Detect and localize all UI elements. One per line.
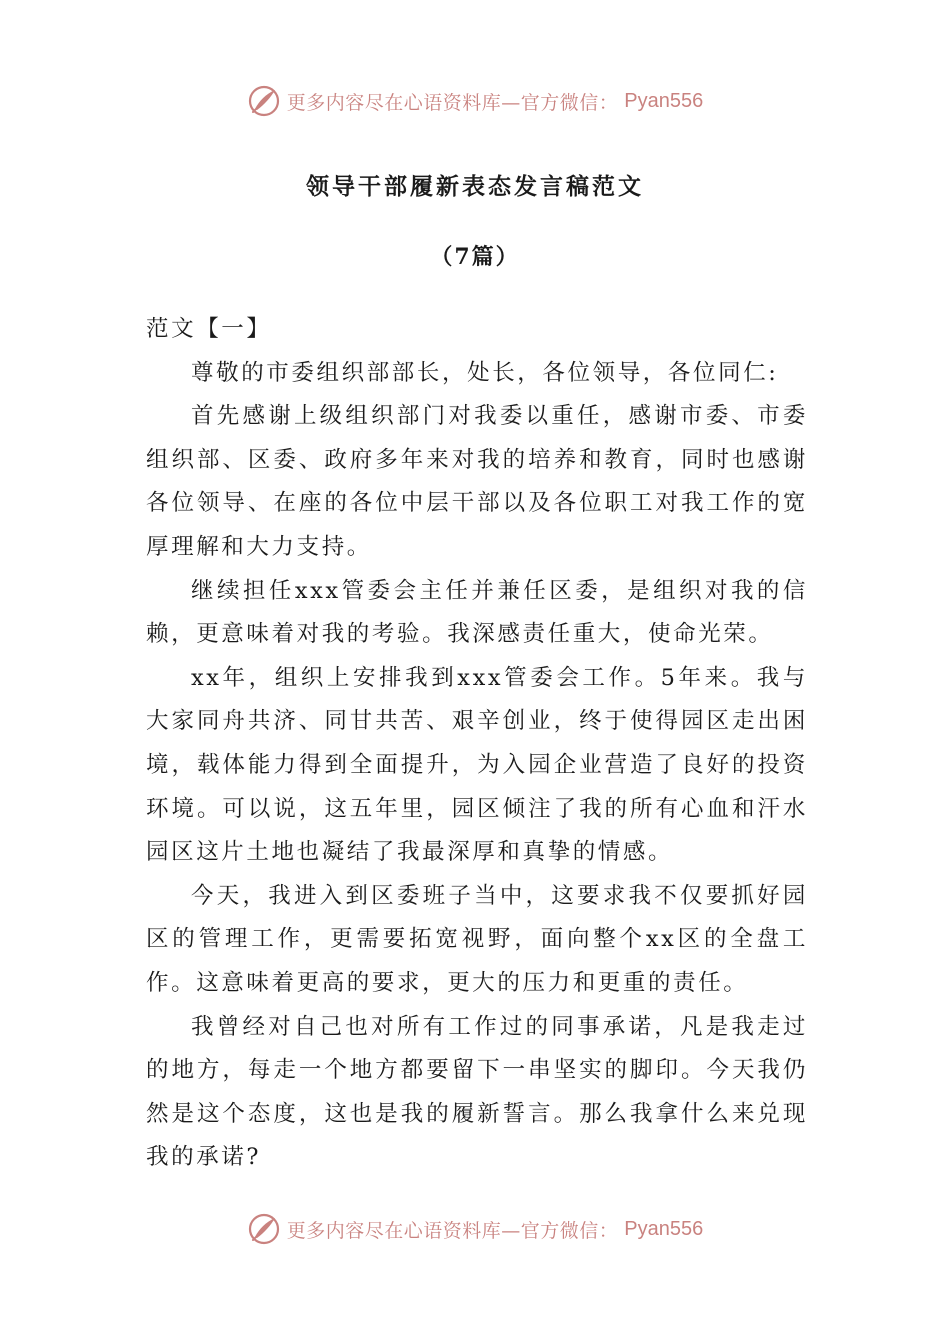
document-title: 领导干部履新表态发言稿范文 [306,173,644,200]
paragraph: 我曾经对自己也对所有工作过的同事承诺，凡是我走过的地方，每走一个地方都要留下一串坚实的脚印。今天我仍然是这个态度，这也是我的履新誓言。那么我拿什么来兑现我的承诺? [146,1013,808,1171]
watermark-text: 更多内容尽在心语资料库—官方微信： [286,1219,619,1242]
paragraph: 首先感谢上级组织部门对我委以重任，感谢市委、市委组织部、区委、政府多年来对我的培养和教育，同时也感谢各位领导、在座的各位中层干部以及各位职工对我工作的宽厚理解和大力支持。 [146,403,808,560]
watermark-wechat-id: Pyan556 [624,89,704,112]
document-subtitle: （7篇） [430,244,520,270]
watermark-wechat-id: Pyan556 [624,1217,704,1240]
quill-logo-icon [247,1212,281,1246]
document-body [146,308,808,1180]
paragraph: xx年，组织上安排我到xxx管委会工作。5年来。我与大家同舟共济、同甘共苦、艰辛创业，终于使得园区走出困境，载体能力得到全面提升，为入园企业营造了良好的投资环境。可以说，这五年里，园区倾注了我的所有心血和汗水园区这片土地也凝结了我最深厚和真挚的情感。 [146,664,808,866]
paragraph: 继续担任xxx管委会主任并兼任区委，是组织对我的信赖，更意味着对我的考验。我深感责任重大，使命光荣。 [146,577,808,648]
watermark-banner-top [0,84,950,118]
quill-logo-icon [247,84,281,118]
watermark-text: 更多内容尽在心语资料库—官方微信： [286,91,619,114]
paragraph-greeting: 尊敬的市委组织部部长，处长，各位领导，各位同仁: [191,359,779,386]
watermark-banner-bottom [0,1212,950,1246]
paragraph: 今天，我进入到区委班子当中，这要求我不仅要抓好园区的管理工作，更需要拓宽视野，面向整个xx区的全盘工作。这意味着更高的要求，更大的压力和更重的责任。 [146,882,808,996]
section-heading: 范文【一】 [146,316,272,342]
